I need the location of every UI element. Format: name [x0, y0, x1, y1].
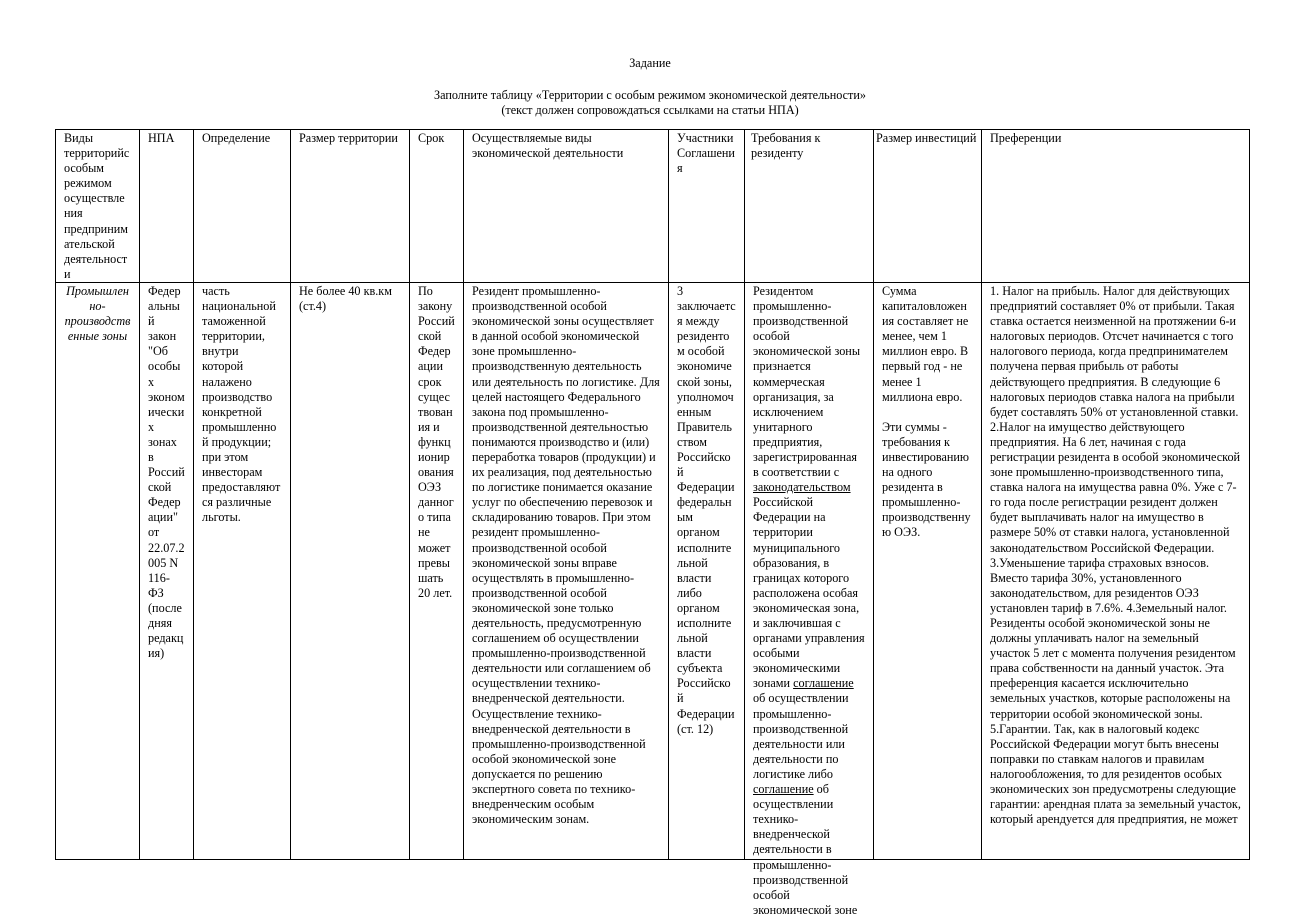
territories-table [55, 129, 1250, 917]
table-header-row [56, 130, 1250, 283]
preferences-text: 1. Налог на прибыль. Налог для действующих предприятий составляет 0% от прибыли. Такая ставка остается неизменной на протяжении 6-и налоговых периодов. Отсчет начинается с того налогового периода, когда предпринимателем получена первая прибыль от работы действующего предприятия. В следующие 6 налоговых периодов ставка налога на прибыли будет составлять 50% от установленной ставки. 2.Налог на имущество действующего предприятия. На 6 лет, начиная с года регистрации резидента в особой экономической зоне промышленно-производственного типа, ставка налога на имущества равна 0%. Уже с 7-го года после регистрации резидент должен будет выплачивать налог на имущество в размере 50% от ставки налога, установленной законодательством Российской Федерации. 3.Уменьшение тарифа страховых взносов. Вместо тарифа 30%, установленного законодательством, для резидентов ОЭЗ установлен тариф в 7.6%. 4.Земельный налог. Резиденты особой экономической зоны не должны уплачивать налог на земельный участок 5 лет с момента получения резидентом права собственности на данный участок. Эта преференция касается исключительно земельных участков, которые расположены на территории особой экономической зоны. 5.Гарантии. Так, как в налоговый кодекс Российской Федерации могут быть внесены поправки по ставкам налогов и правилам налогообложения, то для резидентов особых экономических зон предусмотрены следующие гарантии: арендная плата за земельный участок, который арендуется для предприятия, не может [990, 283, 1241, 827]
header-zone-type: Виды территорийс особым режимом осуществления предпринимательской деятельности [56, 130, 140, 283]
header-npa: НПА [140, 130, 194, 283]
cell-activities [464, 282, 669, 859]
investment-paragraph-1: Сумма капиталовложения составляет не менее, чем 1 миллион евро. В первый год - не менее 1 миллиона евро. [882, 283, 969, 404]
header-requirements: Требования к резиденту [745, 130, 874, 283]
definition-text: часть национальной таможенной территории, внутри которой налажено производство конкретной промышленной продукции; при этом инвесторам предоставляются различные льготы. [202, 283, 281, 525]
page-title: Задание [629, 56, 671, 70]
investment-text [882, 284, 973, 859]
agreement-link-2[interactable]: соглашение [753, 782, 814, 797]
header-participants: Участники Соглашения [669, 130, 745, 283]
cell-territory-size [291, 282, 410, 859]
cell-npa [140, 282, 194, 859]
requirements-part-1: Резидентом промышленно-производственной особой экономической зоны признается коммерческая организация, за исключением унитарного предприятия, зарегистрированная в соответствии с [753, 283, 861, 480]
cell-participants [669, 282, 745, 859]
cell-definition [194, 282, 291, 859]
npa-text: Федеральный закон "Об особых экономических зонах в Российской Федерации" от 22.07.2005 N 116-ФЗ (последняя редакция) [148, 283, 185, 661]
participants-text: 3 заключается между резидентом особой экономической зоны, уполномоченным Правительством Российской Федерации федеральным органом исполнительной власти либо органом исполнительной власти субъекта Российской Федерации (ст. 12) [677, 283, 736, 736]
header-activities: Осуществляемые виды экономической деятельности [464, 130, 669, 283]
table-row [56, 282, 1250, 859]
header-definition: Определение [194, 130, 291, 283]
territory-size-text: Не более 40 кв.км (ст.4) [299, 283, 392, 314]
subtitle-line-1: Заполните таблицу «Территории с особым режимом экономической деятельности» [433, 88, 866, 102]
requirements-part-3: об осуществлении промышленно-производственной деятельности или деятельности по логистике либо [753, 691, 849, 781]
page-subtitle [0, 88, 1300, 118]
law-link[interactable]: законодательством [753, 480, 851, 495]
cell-investment [874, 282, 982, 859]
agreement-link-1[interactable]: соглашение [793, 676, 854, 691]
cell-term [410, 282, 464, 859]
term-text: По закону Российской Федерации срок существования и функционирования ОЭЗ данного типа не может превышать 20 лет. [418, 283, 455, 600]
activities-text: Резидент промышленно-производственной особой экономической зоны осуществляет в данной особой экономической зоне промышленно-производственную деятельность или деятельность по логистике. Для целей настоящего Федерального закона под промышленно-производственной деятельностью понимаются производство и (или) переработка товаров (продукции) и их реализация, под деятельностью по логистике понимается оказание услуг по обеспечению перевозок и складированию товаров. При этом резидент промышленно-производственной особой экономической зоны вправе осуществлять в промышленно-производственной особой экономической зоне только деятельность, предусмотренную соглашением об осуществлении промышленно-производственной деятельности или соглашением об осуществлении технико-внедренческой деятельности. Осуществление технико-внедренческой деятельности в промышленно-производственной особой экономической зоне допускается по решению экспертного совета по технико-внедренческим особым экономическим зонам. [472, 283, 660, 827]
subtitle-line-2: (текст должен сопровождаться ссылками на статьи НПА) [501, 103, 799, 118]
investment-paragraph-2: Эти суммы - требования к инвестированию на одного резидента в промышленно-производственную ОЭЗ. [882, 419, 971, 540]
requirements-part-4: об осуществлении технико-внедренческой деятельности в промышленно-производственной особой экономической зоне [753, 782, 858, 917]
requirements-text [753, 283, 865, 917]
requirements-part-2: Российской Федерации на территории муниципального образования, в границах которого расположена особая экономическая зона, и заключившая с органами управления особыми экономическими зонами [753, 495, 865, 691]
header-term: Срок [410, 130, 464, 283]
header-preferences: Преференции [982, 130, 1250, 283]
header-territory-size: Размер территории [291, 130, 410, 283]
cell-preferences [982, 282, 1250, 859]
header-investment: Размер инвестиций [874, 130, 982, 283]
zone-type-text: Промышленно-производственные зоны [64, 283, 131, 344]
cell-requirements [745, 282, 874, 917]
cell-zone-type [56, 282, 140, 859]
